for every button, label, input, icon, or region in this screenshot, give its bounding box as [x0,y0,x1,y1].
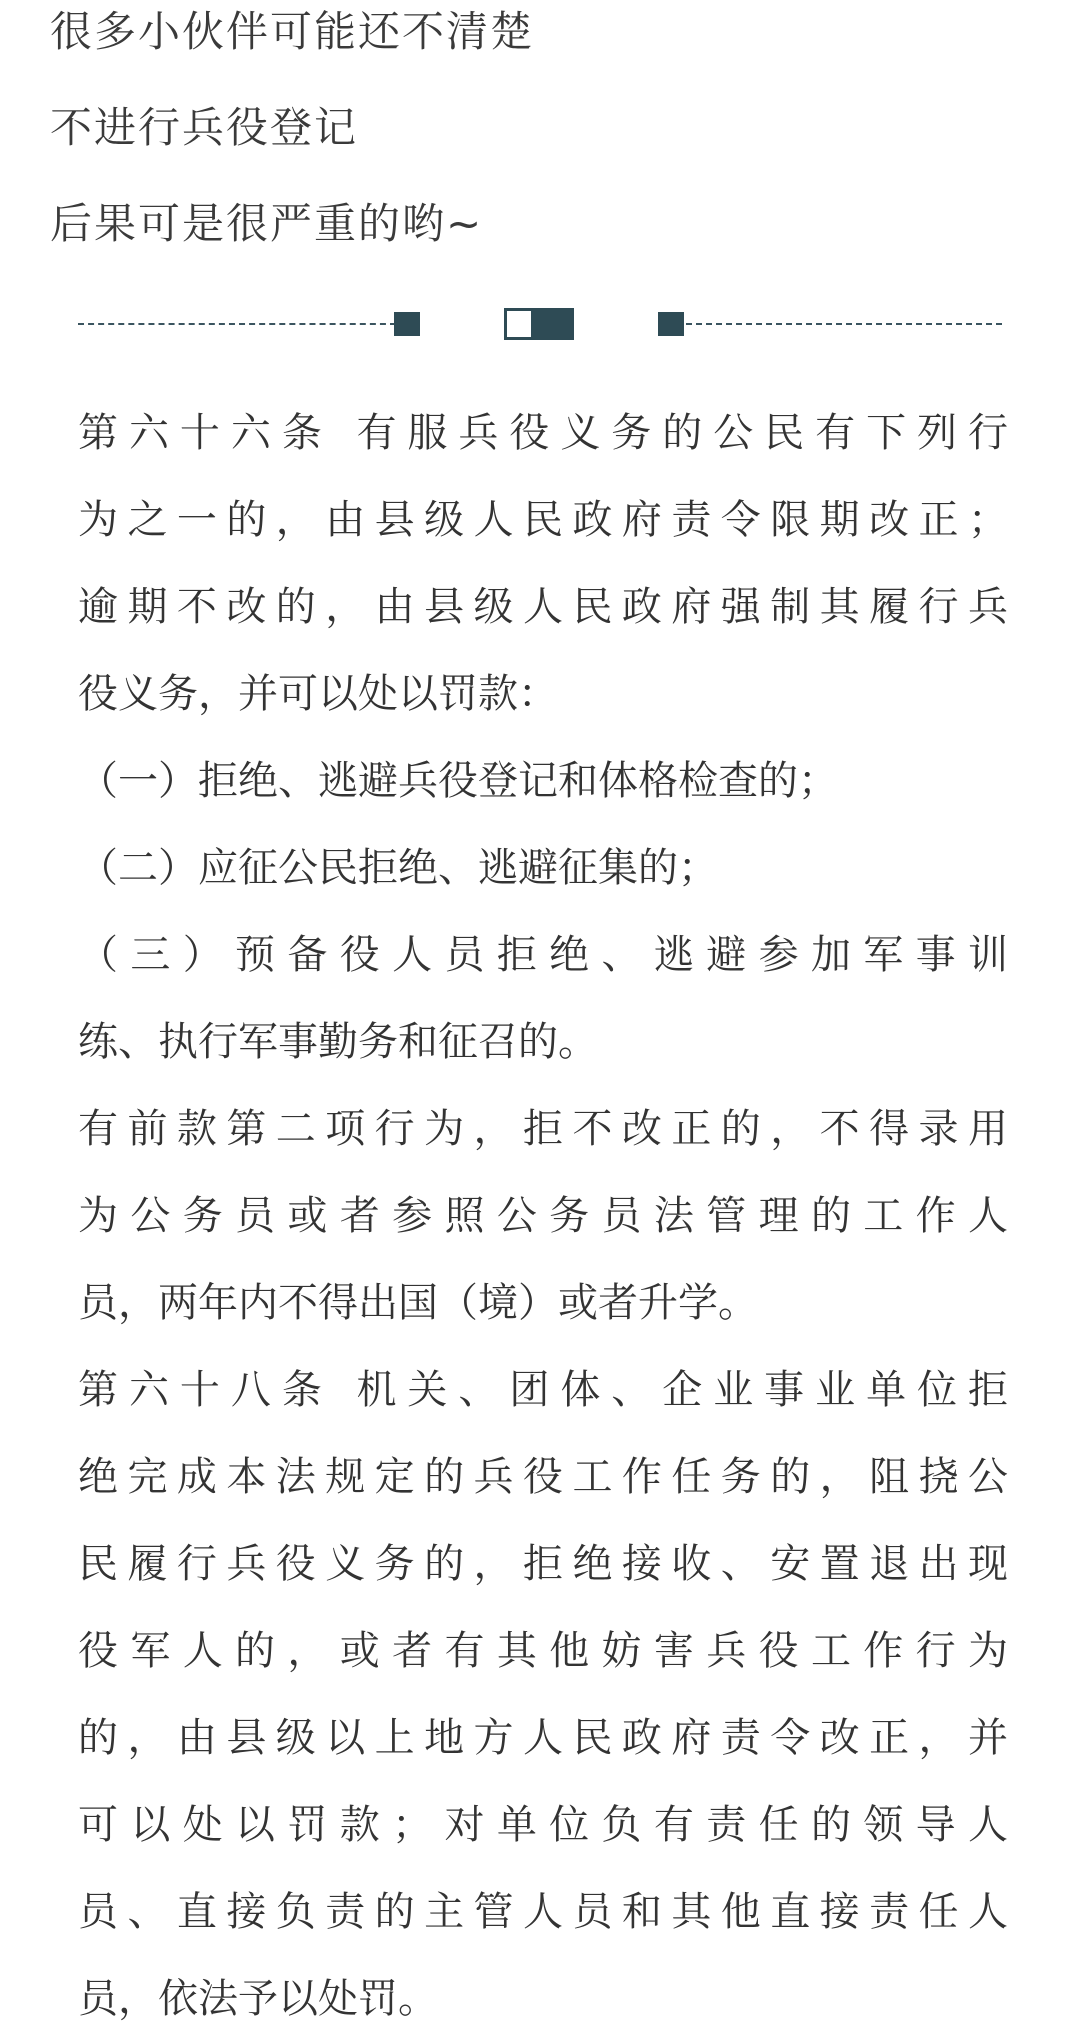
article-66-line: 第六十六条 有服兵役义务的公民有下列行 [78,410,1008,456]
list-item-3: 练、执行军事勤务和征召的。 [78,1019,598,1065]
article-68-line: 绝完成本法规定的兵役工作任务的，阻挠公 [78,1454,1008,1500]
article-68-line: 民履行兵役义务的，拒绝接收、安置退出现 [78,1541,1008,1587]
intro-section [50,0,1050,272]
square-outline-ornament [504,308,534,340]
article-66-line: 为之一的，由县级人民政府责令限期改正； [78,497,1008,543]
article-68-line: 役军人的，或者有其他妨害兵役工作行为 [78,1628,1008,1674]
paragraph-line: 为公务员或者参照公务员法管理的工作人 [78,1193,1008,1239]
article-68-line: 员、直接负责的主管人员和其他直接责任人 [78,1889,1008,1935]
list-item-1: （一）拒绝、逃避兵役登记和体格检查的； [78,758,838,804]
dashed-line-right [686,323,1002,325]
article-68-line: 可以处以罚款；对单位负有责任的领导人 [78,1802,1008,1848]
list-item-3: （三）预备役人员拒绝、逃避参加军事训 [78,932,1008,978]
ornament-divider [78,300,1002,348]
square-ornament-left [394,312,420,336]
article-66-line: 役义务，并可以处以罚款： [78,671,558,717]
article-68-line: 的，由县级以上地方人民政府责令改正，并 [78,1715,1008,1761]
dashed-line-left [78,323,396,325]
intro-line: 很多小伙伴可能还不清楚 [50,7,535,56]
paragraph-line: 有前款第二项行为，拒不改正的，不得录用 [78,1106,1008,1152]
intro-line: 后果可是很严重的哟~ [50,199,484,248]
article-68-line: 第六十八条 机关、团体、企业事业单位拒 [78,1367,1008,1413]
square-ornament-right [658,312,684,336]
law-text [78,390,1008,2043]
paragraph-line: 员，两年内不得出国（境）或者升学。 [78,1280,758,1326]
square-filled-ornament [532,308,574,340]
article-66-line: 逾期不改的，由县级人民政府强制其履行兵 [78,584,1008,630]
list-item-2: （二）应征公民拒绝、逃避征集的； [78,845,718,891]
article-68-line: 员，依法予以处罚。 [78,1976,438,2022]
intro-line: 不进行兵役登记 [50,103,359,152]
